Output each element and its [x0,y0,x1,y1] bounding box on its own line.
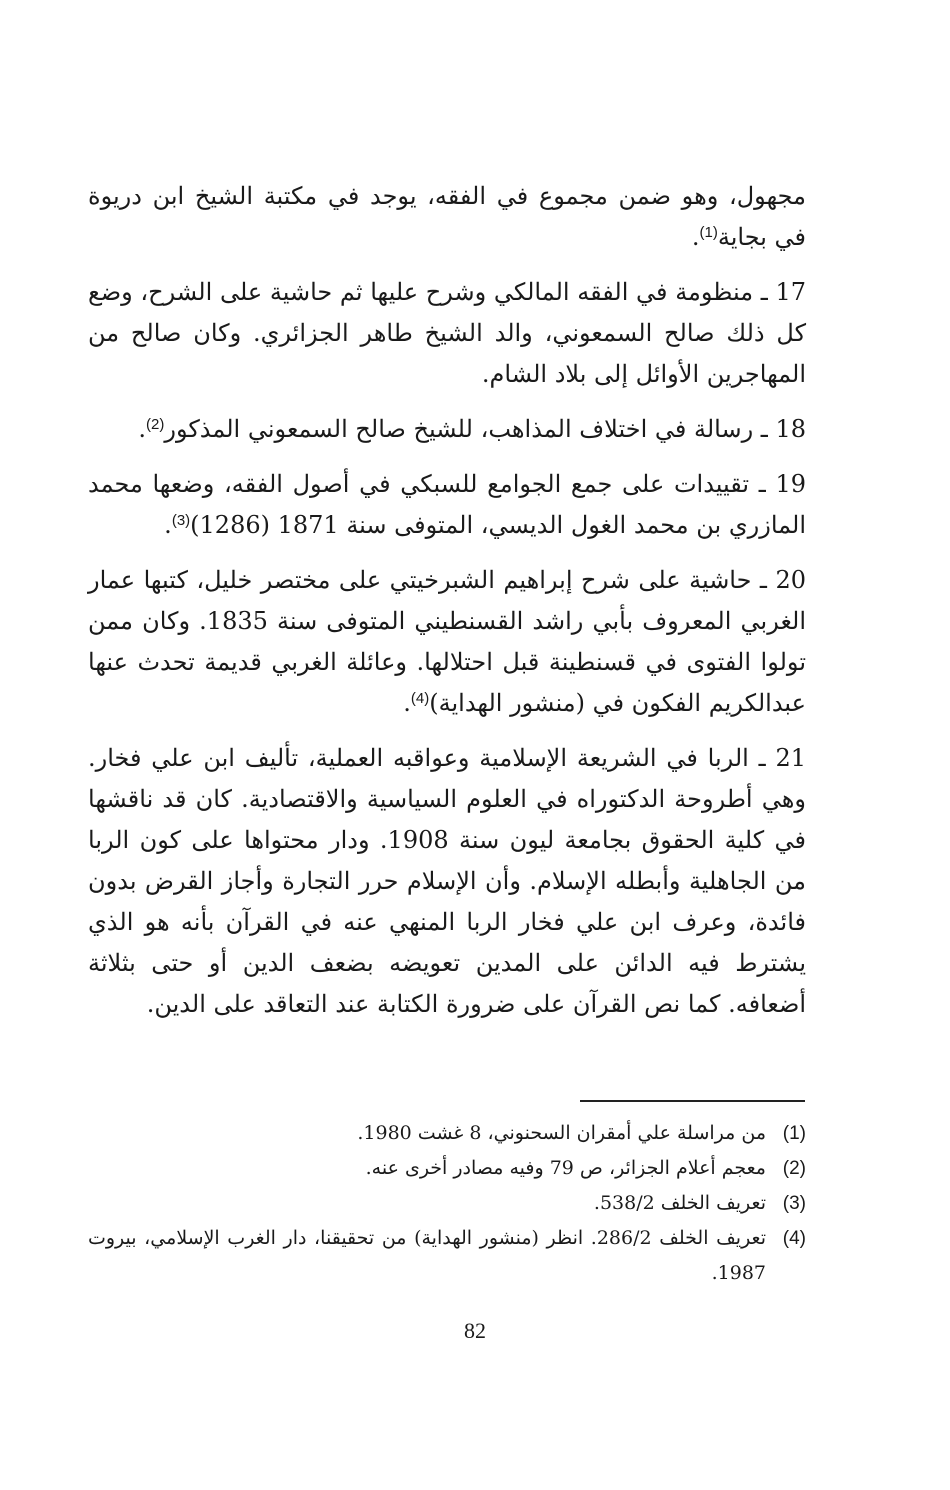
paragraph-tail: . [138,415,147,443]
footnote-text: معجم أعلام الجزائر، ص 79 وفيه مصادر أخرى عنه. [365,1157,766,1179]
footnote-text: تعريف الخلف 286/2. انظر (منشور الهداية) من تحقيقنا، دار الغرب الإسلامي، بيروت 1987. [88,1227,767,1284]
paragraph-text: مجهول، وهو ضمن مجموع في الفقه، يوجد في مكتبة الشيخ ابن دريوة في بجاية [88,182,806,251]
footnotes [88,1116,806,1291]
footnote-3 [88,1186,806,1221]
paragraph-tail: . [691,223,700,251]
paragraph-text: 20 ـ حاشية على شرح إبراهيم الشبرخيتي على مختصر خليل، كتبها عمار الغربي المعروف بأبي راشد القسنطيني المتوفى سنة 1835. وكان ممن تولوا الفتوى في قسنطينة قبل احتلالها. وعائلة الغربي قديمة تحدث عنها عبدالكريم الفكون في (منشور الهداية) [88,566,807,717]
paragraph-continuation [88,176,806,258]
footnote-mark: (2) [782,1158,806,1179]
footnote-ref: (2) [146,416,165,433]
book-page-body [88,176,806,1039]
footnote-2 [88,1151,806,1186]
footnote-4 [88,1221,806,1291]
footnote-ref: (3) [171,512,191,529]
paragraph-tail: . [403,689,411,717]
entry-19 [88,464,806,546]
footnote-1 [88,1116,806,1151]
paragraph-text: 17 ـ منظومة في الفقه المالكي وشرح عليها ثم حاشية على الشرح، وضع كل ذلك صالح السمعوني، والد الشيخ طاهر الجزائري. وكان صالح من المهاجرين الأوائل إلى بلاد الشام. [88,278,806,388]
paragraph-tail: . [164,511,172,539]
footnote-ref: (4) [410,690,430,707]
footnote-text: من مراسلة علي أمقران السحنوني، 8 غشت 1980. [357,1122,766,1144]
paragraph-text: 19 ـ تقييدات على جمع الجوامع للسبكي في أصول الفقه، وضعها محمد المازري بن محمد الغول الديسي، المتوفى سنة 1871 (1286) [88,470,806,539]
paragraph-text: 18 ـ رسالة في اختلاف المذاهب، للشيخ صالح السمعوني المذكور [164,415,806,443]
entry-21 [88,738,806,1025]
footnote-separator [580,1100,805,1102]
footnote-text: تعريف الخلف 538/2. [593,1192,766,1214]
paragraph-text: 21 ـ الربا في الشريعة الإسلامية وعواقبه العملية، تأليف ابن علي فخار. وهي أطروحة الدكتوراه في العلوم السياسية والاقتصادية. كان قد ناقشها في كلية الحقوق بجامعة ليون سنة 1908. ودار محتواها على كون الربا من الجاهلية وأبطله الإسلام. وأن الإسلام حرر التجارة وأجاز القرض بدون فائدة، وعرف ابن علي فخار الربا المنهي عنه في القرآن بأنه هو الذي يشترط فيه الدائن على المدين تعويضه بضعف الدين أو حتى بثلاثة أضعافه. كما نص القرآن على ضرورة الكتابة عند التعاقد على الدين. [88,744,806,1018]
footnote-ref: (1) [699,224,718,241]
entry-20 [88,560,806,724]
entry-18 [88,409,806,450]
page-number: 82 [464,1318,486,1343]
entry-17 [88,272,806,395]
footnote-mark: (4) [782,1228,806,1249]
footnote-mark: (1) [782,1123,806,1144]
footnote-mark: (3) [782,1193,806,1214]
